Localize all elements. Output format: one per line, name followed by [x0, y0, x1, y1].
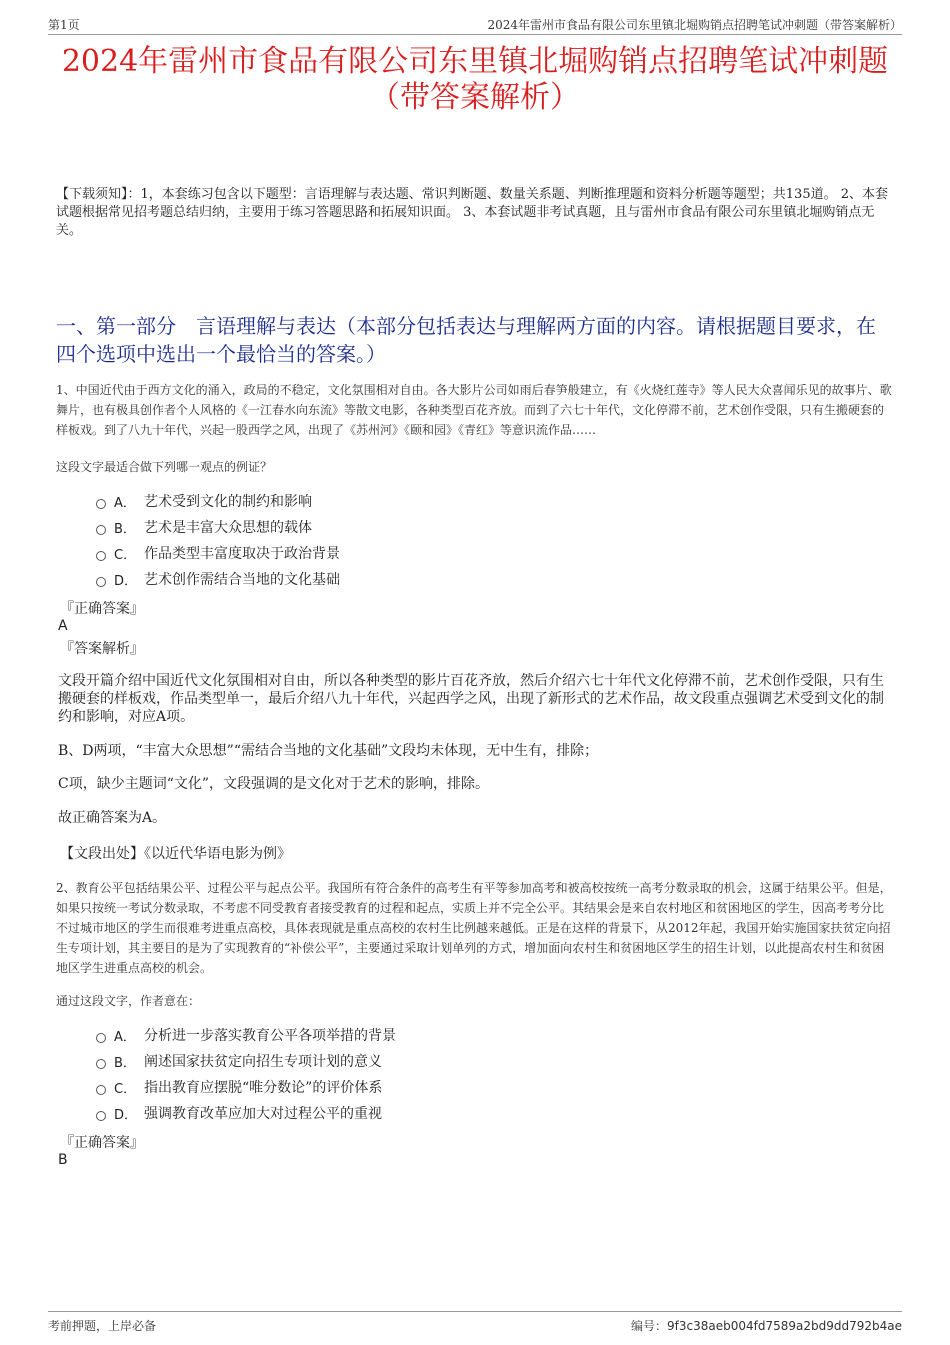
page-header [48, 14, 902, 35]
page-number: 第1页 [48, 18, 80, 32]
radio-icon[interactable] [96, 1033, 106, 1043]
option-c[interactable]: C． 作品类型丰富度取决于政治背景 [96, 540, 340, 566]
question-2-stem: 2、教育公平包括结果公平、过程公平与起点公平。我国所有符合条件的高考生有平等参加高考和被高校按统一高考分数录取的机会，这属于结果公平。但是，如果只按统一考试分数录取，不考虑不同受教育者接受教育的过程和起点，实质上并不完全公平。其结果会是来自农村地区和贫困地区的学生，因高考考分比不过城市地区的学生而很难考进重点高校，具体表现就是重点高校的农村生比例越来越低。正是在这样的背景下，从2012年起，我国开始实施国家扶贫定向招生专项计划，其主要目的是为了实现教育的“补偿公平”，主要通过采取计划单列的方式，增加面向农村生和贫困地区学生的招生计划，以此提高农村生和贫困地区学生进重点高校的机会。 [56, 881, 892, 975]
option-b[interactable]: B． 艺术是丰富大众思想的载体 [96, 514, 340, 540]
analysis-label: 『答案解析』 [60, 641, 144, 657]
answer-value: A [58, 618, 68, 634]
radio-icon[interactable] [96, 1111, 106, 1121]
question-1-stem: 1、中国近代由于西方文化的涌入，政局的不稳定，文化氛围相对自由。各大影片公司如雨后春笋般建立，有《火烧红莲寺》等人民大众喜闻乐见的故事片、歌舞片，也有极具创作者个人风格的《一江春水向东流》等散文电影，各种类型百花齐放。而到了六七十年代，文化停滞不前，艺术创作受限，只有生搬硬套的样板戏。到了八九十年代，兴起一股西学之风，出现了《苏州河》《颐和园》《青红》等意识流作品…… [56, 383, 892, 437]
analysis-paragraph-3: C项，缺少主题词“文化”，文段强调的是文化对于艺术的影响，排除。 [58, 776, 490, 792]
download-notice: 【下载须知】：1，本套练习包含以下题型：言语理解与表达题、常识判断题、数量关系题、判断推理题和资料分析题等题型；共135道。 2、本套试题根据常见招考题总结归纳，主要用于练习答题思路和拓展知识面。 3、本套试题非考试真题，且与雷州市食品有限公司东里镇北堀购销点无关。 [56, 187, 888, 238]
radio-icon[interactable] [96, 1085, 106, 1095]
option-d[interactable]: D． 艺术创作需结合当地的文化基础 [96, 566, 340, 592]
radio-icon[interactable] [96, 499, 106, 509]
question-1-prompt: 这段文字最适合做下列哪一观点的例证？ [56, 460, 273, 474]
footer-code [631, 1317, 902, 1334]
question-2-options [96, 1022, 396, 1126]
footer-slogan: 考前押题，上岸必备 [48, 1319, 157, 1333]
section-heading: 一、第一部分 言语理解与表达（本部分包括表达与理解两方面的内容。请根据题目要求，在四个选项中选出一个最恰当的答案。） [56, 314, 876, 366]
answer-value: B [58, 1152, 68, 1168]
document-title [40, 44, 910, 116]
analysis-paragraph-1: 文段开篇介绍中国近代文化氛围相对自由，所以各种类型的影片百花齐放，然后介绍六七十年代文化停滞不前，艺术创作受限，只有生搬硬套的样板戏，作品类型单一，最后介绍八九十年代，兴起西学之风，出现了新形式的艺术作品，故文段重点强调艺术受到文化的制约和影响，对应A项。 [58, 673, 884, 725]
question-2-prompt: 通过这段文字，作者意在： [56, 994, 201, 1008]
analysis-paragraph-2: B、D两项，“丰富大众思想”“需结合当地的文化基础”文段均未体现，无中生有，排除； [58, 743, 599, 759]
code-label: 编号： [631, 1319, 668, 1333]
radio-icon[interactable] [96, 1059, 106, 1069]
answer-label: 『正确答案』 [60, 601, 144, 617]
option-b[interactable]: B． 阐述国家扶贫定向招生专项计划的意义 [96, 1048, 396, 1074]
analysis-paragraph-4: 故正确答案为A。 [58, 810, 167, 826]
radio-icon[interactable] [96, 577, 106, 587]
answer-label: 『正确答案』 [60, 1135, 144, 1151]
option-a[interactable]: A． 分析进一步落实教育公平各项举措的背景 [96, 1022, 396, 1048]
code-value: 9f3c38aeb004fd7589a2bd9dd792b4ae [667, 1319, 902, 1333]
radio-icon[interactable] [96, 551, 106, 561]
option-c[interactable]: C． 指出教育应摆脱“唯分数论”的评价体系 [96, 1074, 396, 1100]
page-footer [48, 1311, 902, 1338]
option-a[interactable]: A． 艺术受到文化的制约和影响 [96, 488, 340, 514]
question-1-options [96, 488, 340, 592]
title-line-2: （带答案解析） [370, 80, 580, 115]
option-d[interactable]: D． 强调教育改革应加大对过程公平的重视 [96, 1100, 396, 1126]
radio-icon[interactable] [96, 525, 106, 535]
source-note: 【文段出处】《以近代华语电影为例》 [60, 846, 291, 862]
title-line-1: 2024年雷州市食品有限公司东里镇北堀购销点招聘笔试冲刺题 [61, 44, 889, 79]
header-doc-title: 2024年雷州市食品有限公司东里镇北堀购销点招聘笔试冲刺题（带答案解析） [487, 18, 902, 32]
